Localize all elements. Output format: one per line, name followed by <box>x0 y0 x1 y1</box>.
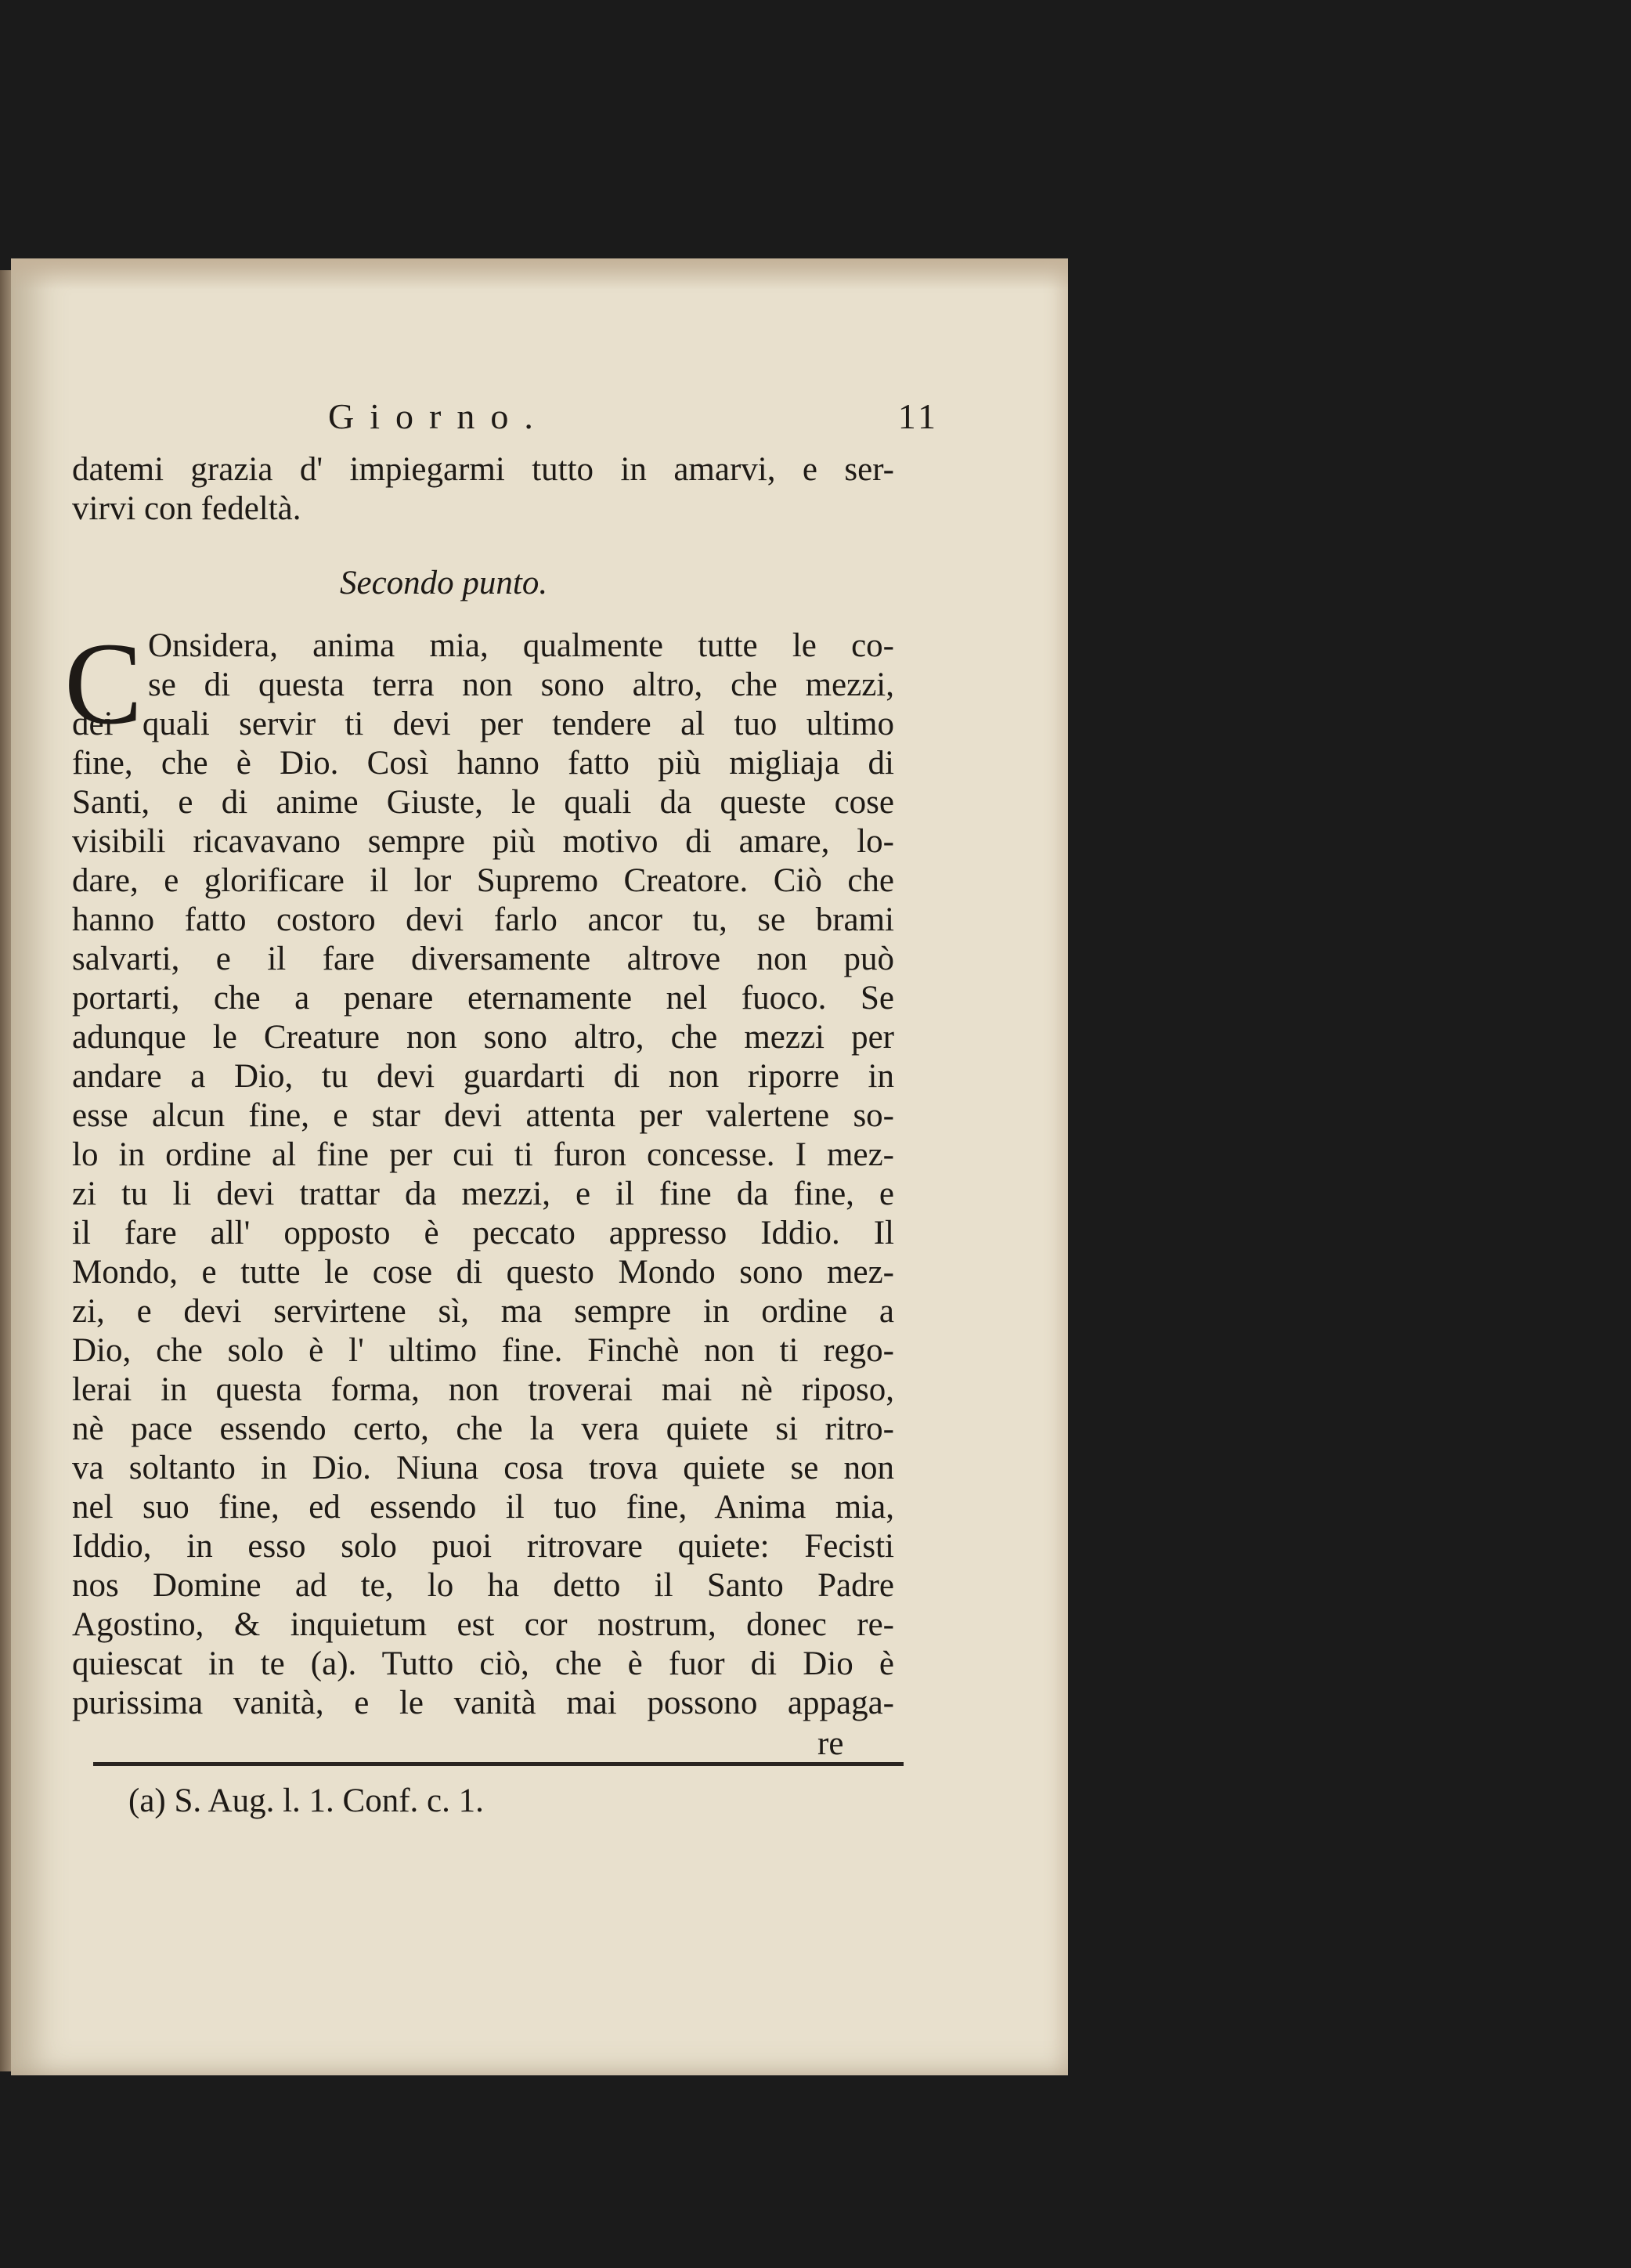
body-line: nel suo fine, ed essendo il tuo fine, Anima mia, <box>72 1489 894 1526</box>
body-line: zi, e devi servirtene sì, ma sempre in ordine a <box>72 1293 894 1330</box>
body-line: dare, e glorificare il lor Supremo Creatore. Ciò che <box>72 862 894 899</box>
page-top-edge <box>11 258 1068 290</box>
body-line: zi tu li devi trattar da mezzi, e il fine da fine, e <box>72 1176 894 1212</box>
body-line: il fare all' opposto è peccato appresso Iddio. Il <box>72 1215 894 1251</box>
book-page <box>11 258 1068 2075</box>
body-line: se di questa terra non sono altro, che mezzi, <box>148 666 894 703</box>
body-line: nos Domine ad te, lo ha detto il Santo Padre <box>72 1567 894 1604</box>
body-line: purissima vanità, e le vanità mai possono appaga- <box>72 1685 894 1721</box>
body-line: adunque le Creature non sono altro, che mezzi per <box>72 1019 894 1056</box>
opening-line: datemi grazia d' impiegarmi tutto in amarvi, e ser- <box>72 451 894 488</box>
body-line: Mondo, e tutte le cose di questo Mondo sono mez- <box>72 1254 894 1291</box>
running-header <box>328 395 939 437</box>
body-line: dei quali servir ti devi per tendere al tuo ultimo <box>72 706 894 742</box>
body-line: Agostino, & inquietum est cor nostrum, donec re- <box>72 1606 894 1643</box>
page-number: 11 <box>897 396 939 436</box>
drop-capital: C <box>64 619 143 749</box>
catchword: re <box>817 1725 844 1762</box>
running-title: Giorno. <box>328 396 549 436</box>
body-line: hanno fatto costoro devi farlo ancor tu, se brami <box>72 901 894 938</box>
body-line: lerai in questa forma, non troverai mai nè riposo, <box>72 1371 894 1408</box>
opening-line: virvi con fedeltà. <box>72 490 301 527</box>
body-line: salvarti, e il fare diversamente altrove non può <box>72 941 894 977</box>
body-line: nè pace essendo certo, che la vera quiete si ritro- <box>72 1410 894 1447</box>
body-line: quiescat in te (a). Tutto ciò, che è fuor di Dio è <box>72 1645 894 1682</box>
body-line: va soltanto in Dio. Niuna cosa trova quiete se non <box>72 1450 894 1486</box>
body-line: portarti, che a penare eternamente nel fuoco. Se <box>72 980 894 1017</box>
body-line: Onsidera, anima mia, qualmente tutte le co- <box>148 627 894 664</box>
footnote-rule <box>93 1762 904 1766</box>
body-line: fine, che è Dio. Così hanno fatto più migliaja di <box>72 745 894 782</box>
body-line: Dio, che solo è l' ultimo fine. Finchè non ti rego- <box>72 1332 894 1369</box>
body-line: andare a Dio, tu devi guardarti di non riporre in <box>72 1058 894 1095</box>
body-line: esse alcun fine, e star devi attenta per valertene so- <box>72 1097 894 1134</box>
body-line: visibili ricavavano sempre più motivo di amare, lo- <box>72 823 894 860</box>
body-line: Santi, e di anime Giuste, le quali da queste cose <box>72 784 894 821</box>
body-line: Iddio, in esso solo puoi ritrovare quiete: Fecisti <box>72 1528 894 1565</box>
footnote: (a) S. Aug. l. 1. Conf. c. 1. <box>128 1782 484 1819</box>
body-line: lo in ordine al fine per cui ti furon concesse. I mez- <box>72 1136 894 1173</box>
section-heading: Secondo punto. <box>340 565 548 601</box>
